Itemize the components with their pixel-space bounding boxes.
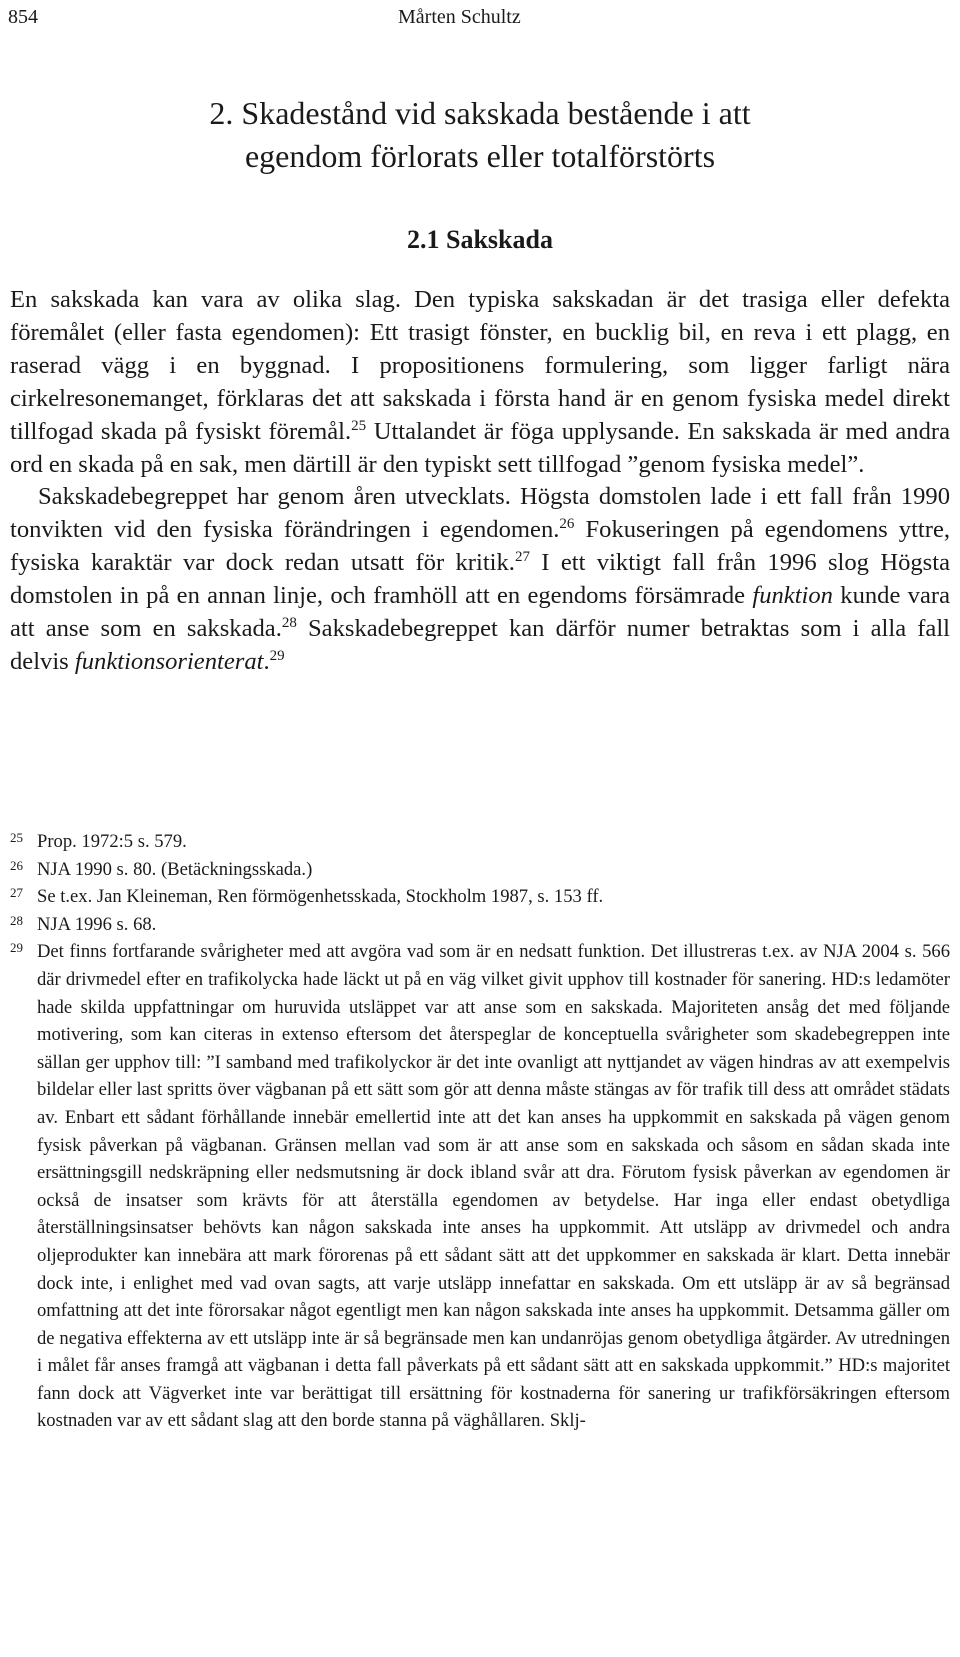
paragraph-2-text-e: Sakskadebegreppet kan därför numer betraktas som i alla fall delvis [10, 615, 951, 675]
footnote-27 [10, 883, 950, 911]
footnote-ref-27[interactable]: 27 [514, 549, 530, 566]
footnote-number: 25 [10, 830, 23, 845]
paragraph-2-text-b: Fokuseringen på egendomens yttre, fysiska karaktär var dock redan utsatt för kritik. [10, 516, 951, 577]
paragraph-1-text-b: Uttalandet är föga upplysande. En sakskada är med andra ord en skada på en sak, men därtill är den typiskt sett tillfogad ”genom fysiska medel”. [10, 417, 951, 478]
chapter-title: 2. Skadestånd vid sakskada bestående i att egendom förlorats eller totalförstörts [209, 95, 751, 174]
section-title: 2.1 Sakskada [407, 225, 553, 254]
footnote-text: Det finns fortfarande svårigheter med att avgöra vad som är en nedsatt funktion. Det illustreras t.ex. av NJA 2004 s. 566 där drivmedel efter en trafikolycka hade läckt ut på en väg vilket givit upphov till kostnader för sanering. HD:s ledamöter hade skilda uppfattningar om huruvida utsläppet var att anse som en sakskada. Majoriteten ansåg det med följande motivering, som kan citeras in extenso eftersom det återspeglar de konceptuella svårigheter som skadebegreppen inte sällan ger upphov till: ”I samband med trafikolyckor är det inte ovanligt att nyttjandet av vägen hindras av att exempelvis bildelar eller last spritts över vägbanan på ett sätt som gör att denna måste stängas av för trafik till dess att området städats av. Enbart ett sådant förhållande innebär emellertid inte att det kan anses ha uppkommit en sakskada på vägen genom fysisk påverkan på vägbanan. Gränsen mellan vad som är att anse som en sakskada och såsom en sådan skada inte ersättningsgill nedskräpning eller nedsmutsning är dock ibland svår att dra. Förutom fysisk påverkan av egendomen är också de insatser som krävts för att återställa egendomen av betydelse. Har inga eller endast obetydliga återställningsinsatser behövts kan någon sakskada inte anses ha uppkommit. Att utsläpp av drivmedel och andra oljeprodukter kan innebära att mark förorenas på ett sådant sätt att det uppkommer en sakskada är klart. Detta innebär dock inte, i enlighet med vad ovan sagts, att varje utsläpp innefattar en sakskada. Om ett utsläpp är av så begränsad omfattning att det inte förorsakar något egentligt men kan någon sakskada inte anses ha uppkommit. Detsamma gäller om de negativa effekterna av ett utsläpp inte är så begränsade men kan undanröjas genom obetydliga åtgärder. Av utredningen i målet får anses framgå att vägbanan i detta fall påverkats på ett sådant sätt att en sakskada uppkommit.” HD:s majoritet fann dock att Vägverket inte var berättigat till ersättning för kostnaderna för sanering ur trafikförsäkringen eftersom kostnaden var av ett sådant slag att den borde stanna på väghållaren. Sklj- [37, 941, 950, 1432]
paragraph-2-text-f: . [263, 647, 270, 675]
footnote-text: Se t.ex. Jan Kleineman, Ren förmögenhetsskada, Stockholm 1987, s. 153 ff. [37, 886, 604, 908]
footnotes [10, 828, 950, 1435]
emphasis-funktionsorienterat: funktionsorienterat [74, 647, 264, 675]
footnote-ref-25[interactable]: 25 [351, 417, 367, 434]
footnote-29 [10, 938, 950, 1435]
footnote-text: Prop. 1972:5 s. 579. [37, 831, 187, 852]
footnote-number: 27 [10, 885, 23, 901]
running-head [8, 2, 952, 32]
paragraph-2 [10, 481, 950, 678]
footnote-number: 26 [10, 857, 23, 873]
page-number: 854 [8, 6, 38, 28]
footnote-number: 29 [10, 940, 23, 956]
paragraph-2-text-a: Sakskadebegreppet har genom åren utvecklats. Högsta domstolen lade i ett fall från 1990 tonvikten vid den fysiska förändringen i egendomen. [10, 483, 950, 544]
footnote-28 [10, 911, 950, 939]
footnote-ref-26[interactable]: 26 [559, 516, 575, 533]
footnote-26 [10, 856, 950, 884]
footnote-ref-28[interactable]: 28 [281, 615, 297, 632]
footnote-25 [10, 828, 950, 856]
footnote-ref-29[interactable]: 29 [269, 647, 285, 664]
paragraph-1 [10, 284, 950, 481]
paragraph-1-text-a: En sakskada kan vara av olika slag. Den typiska sakskadan är det trasiga eller defekta föremålet (eller fasta egendomen): Ett trasigt fönster, en bucklig bil, en reva i ett plagg, en raserad vägg i en byggnad. I propositionens formulering, som ligger farligt nära cirkelresonemanget, förklaras det att sakskada i första hand är en genom fysiska medel direkt tillfogad skada på fysiskt föremål. [10, 286, 950, 445]
body-text [10, 284, 950, 679]
paragraph-2-text-c: I ett viktigt fall från 1996 slog Högsta domstolen in på en annan linje, och framhöll att en egendoms försämrade [10, 549, 951, 610]
paragraph-2-text-d: kunde vara att anse som en sakskada. [10, 582, 950, 643]
footnote-text: NJA 1990 s. 80. (Betäckningsskada.) [37, 858, 313, 880]
emphasis-funktion: funktion [752, 582, 833, 610]
footnote-number: 28 [10, 912, 23, 928]
running-head-author: Mårten Schultz [398, 6, 521, 28]
footnote-text: NJA 1996 s. 68. [37, 913, 157, 935]
